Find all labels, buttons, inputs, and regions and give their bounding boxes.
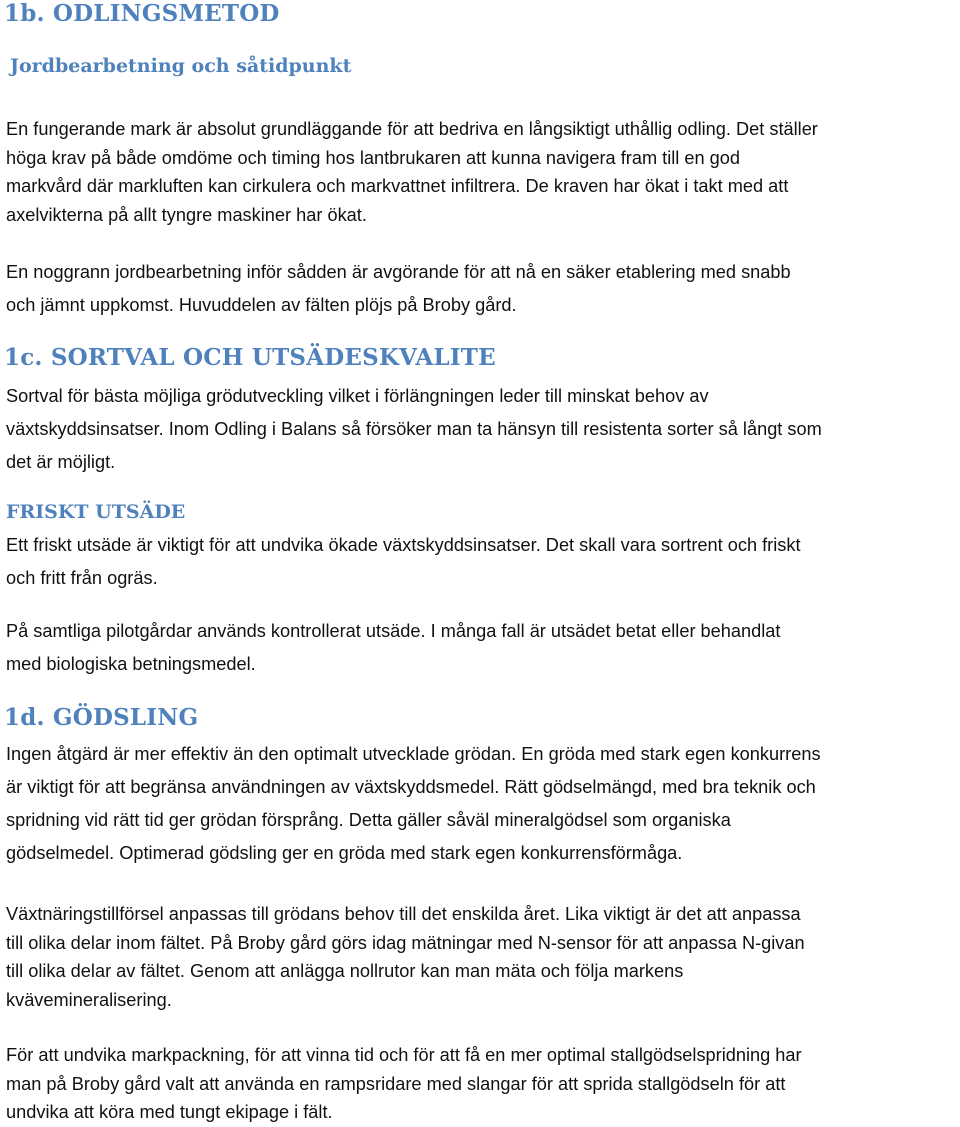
text-line: och jämnt uppkomst. Huvuddelen av fälten plöjs på Broby gård.: [6, 295, 517, 315]
paragraph-1d-2: [6, 900, 958, 1014]
text-line: Sortval för bästa möjliga grödutveckling vilket i förlängningen leder till minskat behov av: [6, 386, 709, 406]
text-line: det är möjligt.: [6, 452, 116, 472]
heading-1c: 1c. SORTVAL OCH UTSÄDESKVALITE: [4, 344, 496, 371]
heading-1b: 1b. ODLINGSMETOD: [4, 0, 280, 27]
heading-1d: 1d. GÖDSLING: [4, 704, 199, 731]
text-line: kvävemineralisering.: [6, 989, 172, 1010]
paragraph-1d-1: [6, 738, 958, 870]
paragraph-1c-3: [6, 615, 958, 681]
text-line: På samtliga pilotgårdar används kontrollerat utsäde. I många fall är utsädet betat eller behandlat: [6, 621, 781, 641]
text-line: Växtnäringstillförsel anpassas till grödans behov till det enskilda året. Lika viktigt är det att anpassa: [6, 904, 801, 924]
subheading-friskt-utsade: FRISKT UTSÄDE: [6, 501, 186, 523]
text-line: med biologiska betningsmedel.: [6, 654, 256, 674]
text-line: Ett friskt utsäde är viktigt för att undvika ökade växtskyddsinsatser. Det skall vara sortrent och friskt: [6, 535, 801, 555]
text-line: markvård där markluften kan cirkulera och markvattnet infiltrera. De kraven har ökat i takt med att: [6, 176, 789, 196]
text-line: För att undvika markpackning, för att vinna tid och för att få en mer optimal stallgödselspridning har: [6, 1045, 802, 1065]
text-line: till olika delar inom fältet. På Broby gård görs idag mätningar med N-sensor för att anpassa N-givan: [6, 932, 805, 953]
text-line: till olika delar av fältet. Genom att anlägga nollrutor kan man mäta och följa markens: [6, 961, 684, 981]
paragraph-1d-3: [6, 1041, 958, 1127]
text-line: En fungerande mark är absolut grundläggande för att bedriva en långsiktigt uthållig odling. Det ställer: [6, 119, 818, 139]
text-line: axelvikterna på allt tyngre maskiner har ökat.: [6, 204, 367, 225]
paragraph-1c-2: [6, 529, 958, 595]
text-line: spridning vid rätt tid ger grödan försprång. Detta gäller såväl mineralgödsel som organiska: [6, 810, 731, 830]
text-line: växtskyddsinsatser. Inom Odling i Balans så försöker man ta hänsyn till resistenta sorter så långt som: [6, 419, 822, 439]
paragraph-1b-1: [6, 115, 958, 229]
paragraph-1b-2: [6, 256, 958, 322]
text-line: är viktigt för att begränsa användningen av växtskyddsmedel. Rätt gödselmängd, med bra teknik och: [6, 777, 816, 797]
paragraph-1c-1: [6, 380, 958, 479]
text-line: Ingen åtgärd är mer effektiv än den optimalt utvecklade grödan. En gröda med stark egen konkurrens: [6, 744, 821, 764]
text-line: höga krav på både omdöme och timing hos lantbrukaren att kunna navigera fram till en god: [6, 147, 741, 168]
subheading-jordbearbetning: Jordbearbetning och såtidpunkt: [10, 55, 352, 77]
text-line: gödselmedel. Optimerad gödsling ger en gröda med stark egen konkurrensförmåga.: [6, 843, 683, 863]
text-line: undvika att köra med tungt ekipage i fält.: [6, 1102, 333, 1122]
text-line: En noggrann jordbearbetning inför sådden är avgörande för att nå en säker etablering med snabb: [6, 262, 791, 282]
text-line: man på Broby gård valt att använda en rampsridare med slangar för att sprida stallgödseln för att: [6, 1073, 786, 1094]
text-line: och fritt från ogräs.: [6, 568, 158, 588]
